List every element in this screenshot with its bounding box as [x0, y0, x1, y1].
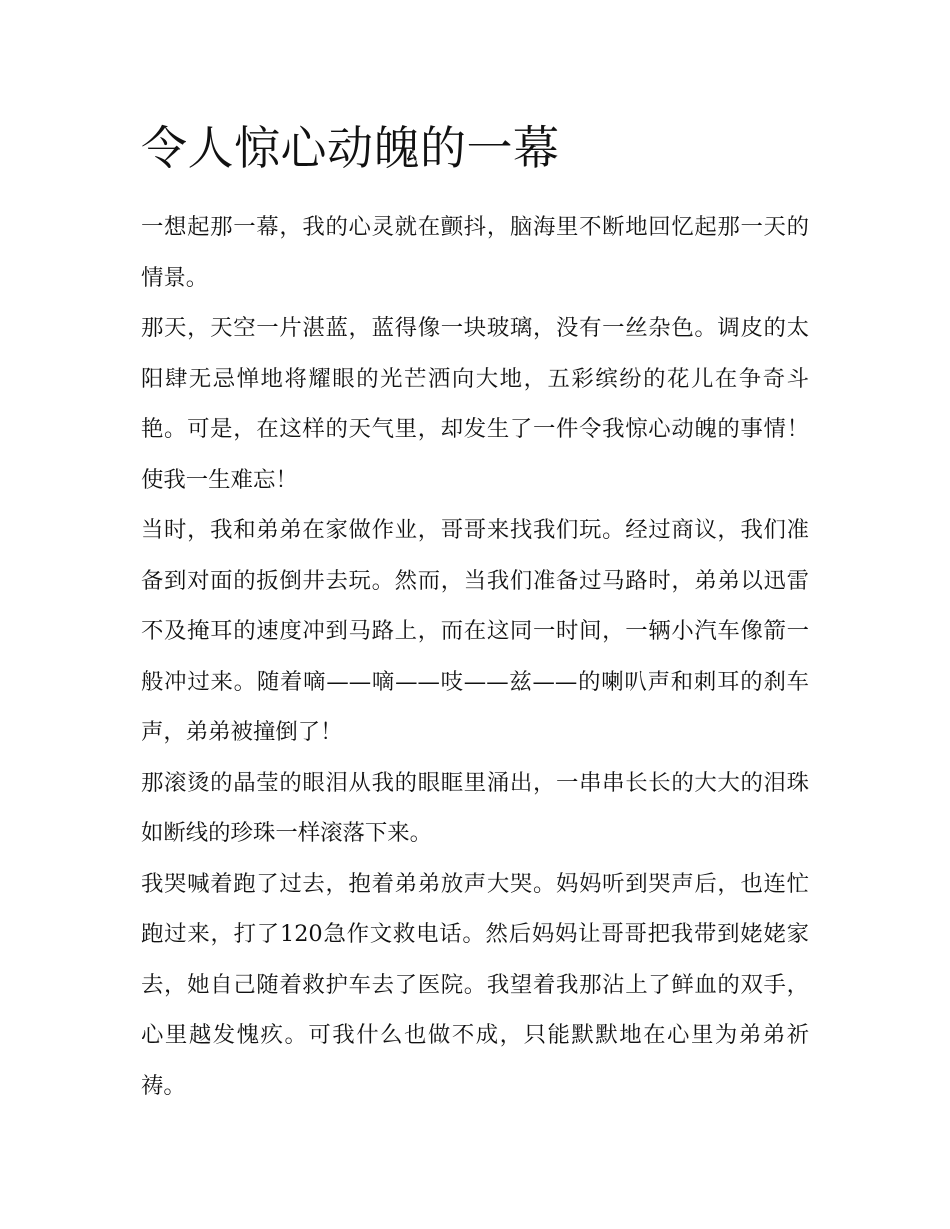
document-title: 令人惊心动魄的一幕 [141, 121, 560, 175]
paragraph-3: 当时，我和弟弟在家做作业，哥哥来找我们玩。经过商议，我们准备到对面的扳倒井去玩。然而，当我们准备过马路时，弟弟以迅雷不及掩耳的速度冲到马路上，而在这同一时间，一辆小汽车像箭一般冲过来。随着嘀——嘀——吱——兹——的喇叭声和刺耳的刹车声，弟弟被撞倒了！ [141, 517, 809, 745]
paragraph-2: 那天，天空一片湛蓝，蓝得像一块玻璃，没有一丝杂色。调皮的太阳肆无忌惮地将耀眼的光芒洒向大地，五彩缤纷的花儿在争奇斗艳。可是，在这样的天气里，却发生了一件令我惊心动魄的事情！使我一生难忘！ [141, 315, 809, 493]
paragraph-5: 我哭喊着跑了过去，抱着弟弟放声大哭。妈妈听到哭声后，也连忙跑过来，打了120急作文救电话。然后妈妈让哥哥把我带到姥姥家去，她自己随着救护车去了医院。我望着我那沾上了鲜血的双手，心里越发愧疚。可我什么也做不成，只能默默地在心里为弟弟祈祷。 [141, 870, 809, 1099]
paragraph-1: 一想起那一幕，我的心灵就在颤抖，脑海里不断地回忆起那一天的情景。 [141, 214, 809, 291]
document-content [141, 112, 809, 1111]
document-body [141, 202, 809, 1111]
paragraph-4: 那滚烫的晶莹的眼泪从我的眼眶里涌出，一串串长长的大大的泪珠如断线的珍珠一样滚落下来。 [141, 769, 809, 846]
